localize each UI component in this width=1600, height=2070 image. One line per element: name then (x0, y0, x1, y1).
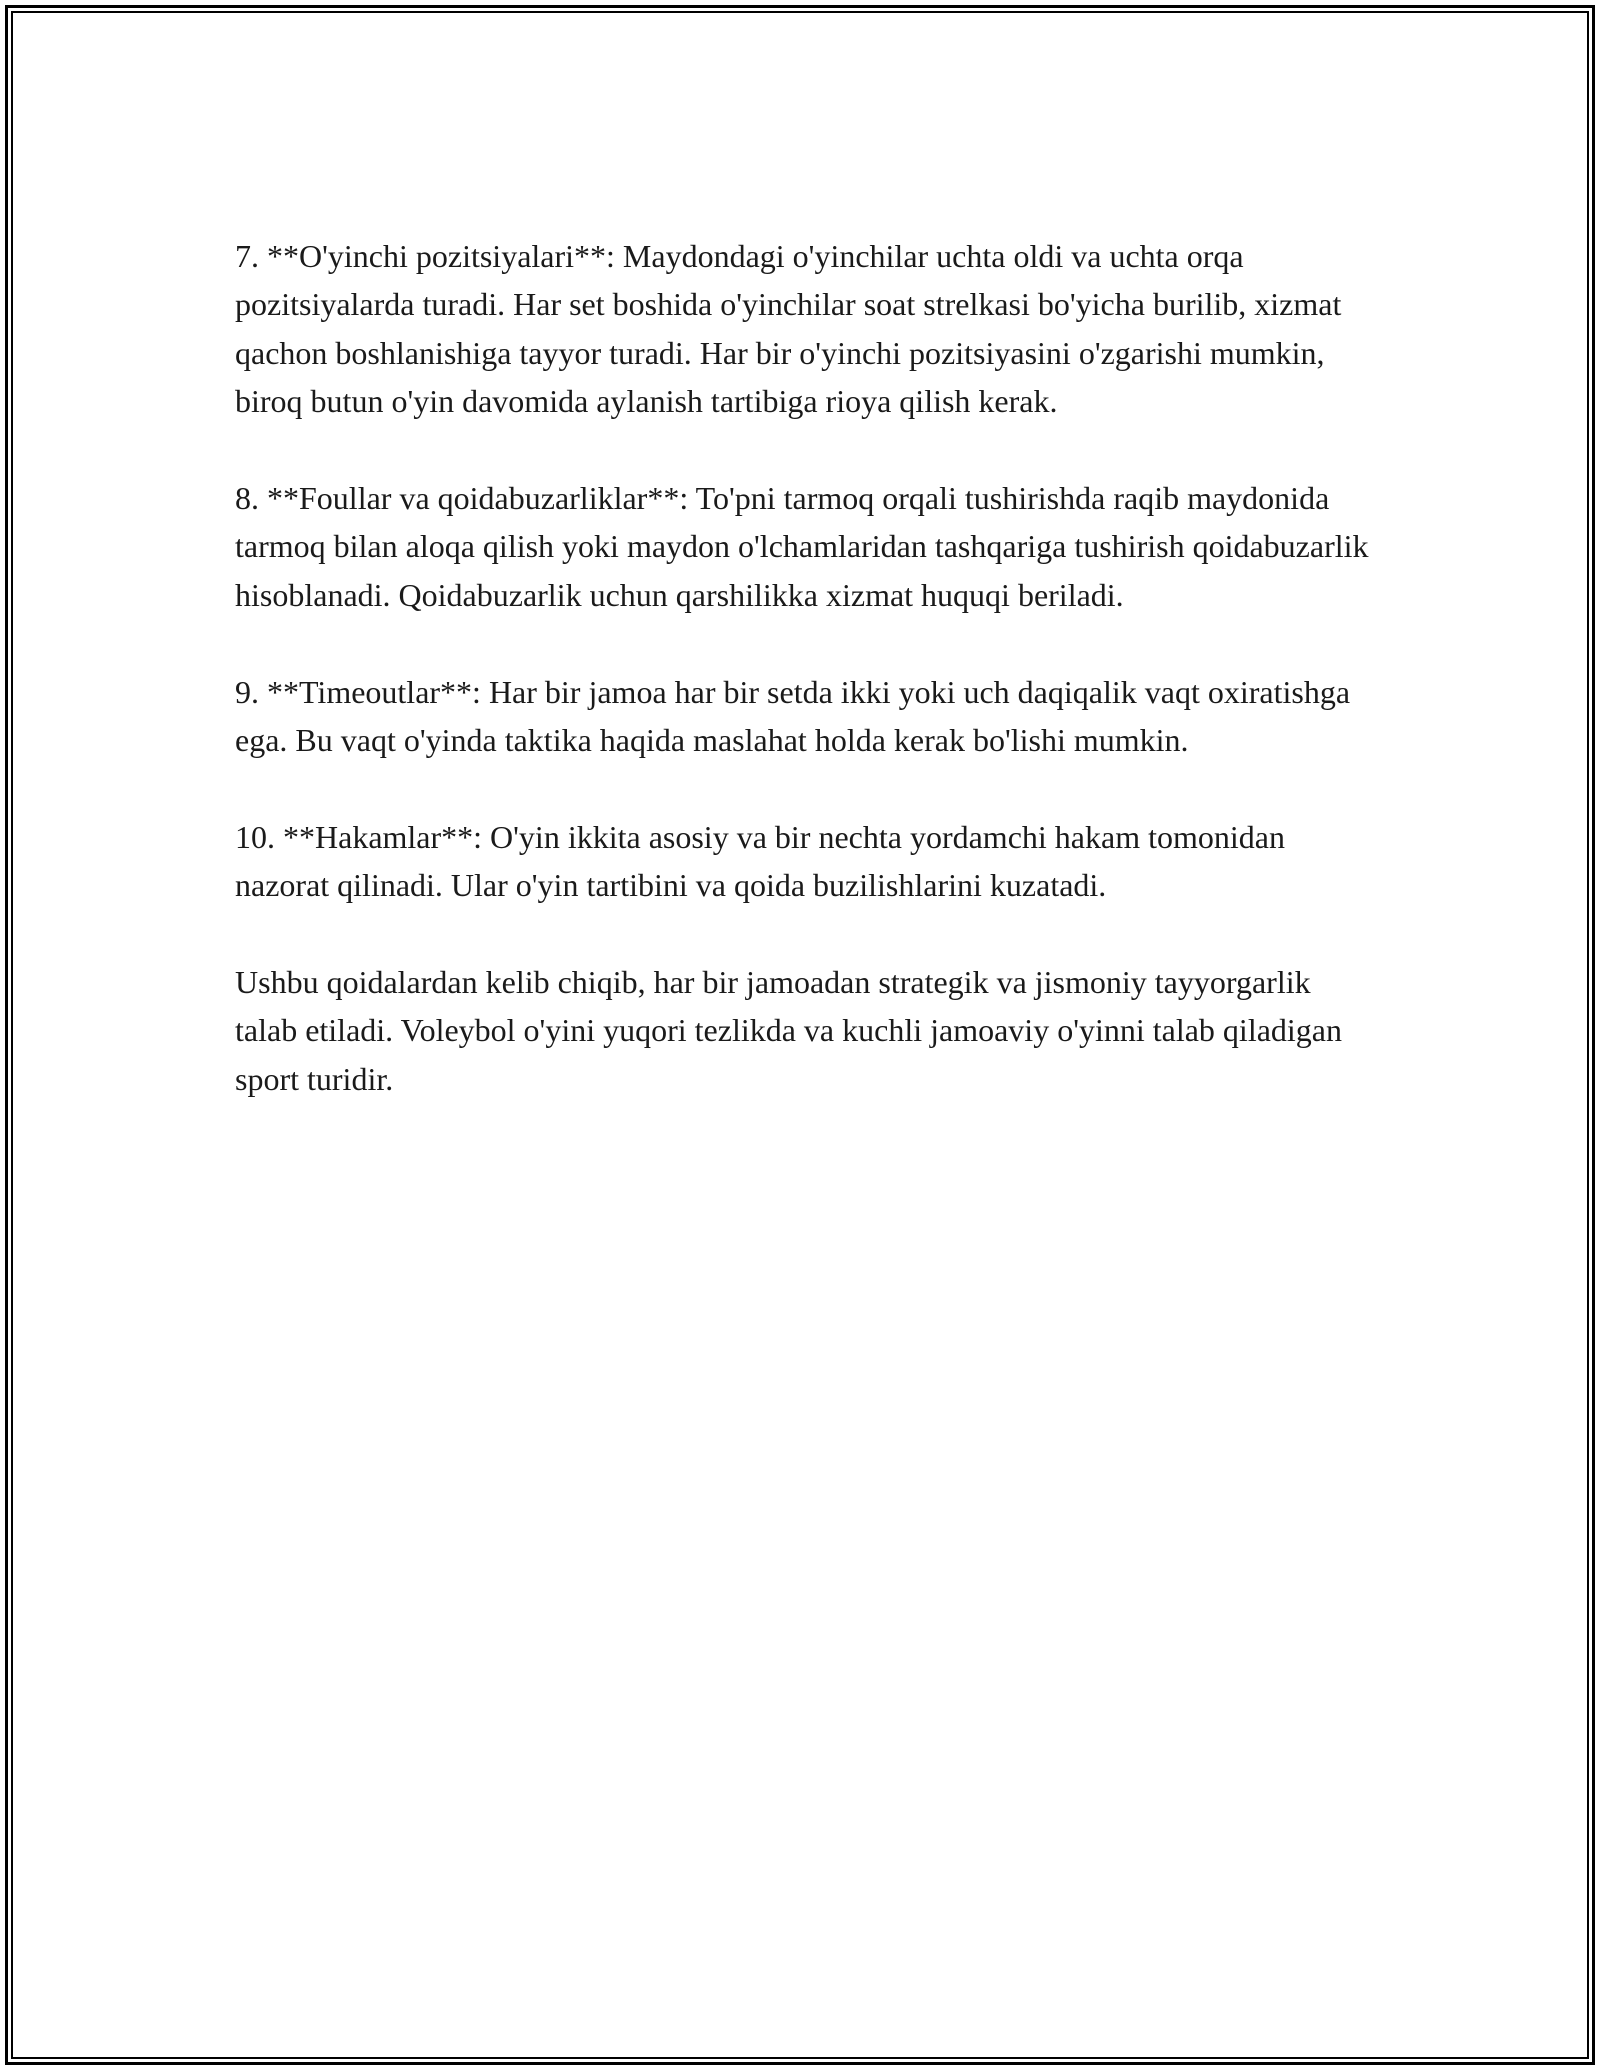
paragraph-fouls: 8. **Foullar va qoidabuzarliklar**: To'pni tarmoq orqali tushirishda raqib maydonida tarmoq bilan aloqa qilish yoki maydon o'lchamlaridan tashqariga tushirish qoidabuzarlik hisoblanadi. Qoidabuzarlik uchun qarshilikka xizmat huquqi beriladi. (235, 480, 1369, 613)
paragraph-conclusion: Ushbu qoidalardan kelib chiqib, har bir jamoadan strategik va jismoniy tayyorgarlik talab etiladi. Voleybol o'yini yuqori tezlikda va kuchli jamoaviy o'yinni talab qiladigan sport turidir. (235, 964, 1342, 1097)
document-body (235, 232, 1370, 1152)
paragraph-timeouts: 9. **Timeoutlar**: Har bir jamoa har bir setda ikki yoki uch daqiqalik vaqt oxiratishga ega. Bu vaqt o'yinda taktika haqida maslahat holda kerak bo'lishi mumkin. (235, 673, 1351, 759)
paragraph-referees: 10. **Hakamlar**: O'yin ikkita asosiy va bir nechta yordamchi hakam tomonidan nazorat qilinadi. Ular o'yin tartibini va qoida buzilishlarini kuzatadi. (235, 818, 1285, 904)
paragraph-player-positions: 7. **O'yinchi pozitsiyalari**: Maydondagi o'yinchilar uchta oldi va uchta orqa pozitsiyalarda turadi. Har set boshida o'yinchilar soat strelkasi bo'yicha burilib, xizmat qachon boshlanishiga tayyor turadi. Har bir o'yinchi pozitsiyasini o'zgarishi mumkin, biroq butun o'yin davomida aylanish tartibiga rioya qilish kerak. (235, 238, 1342, 420)
